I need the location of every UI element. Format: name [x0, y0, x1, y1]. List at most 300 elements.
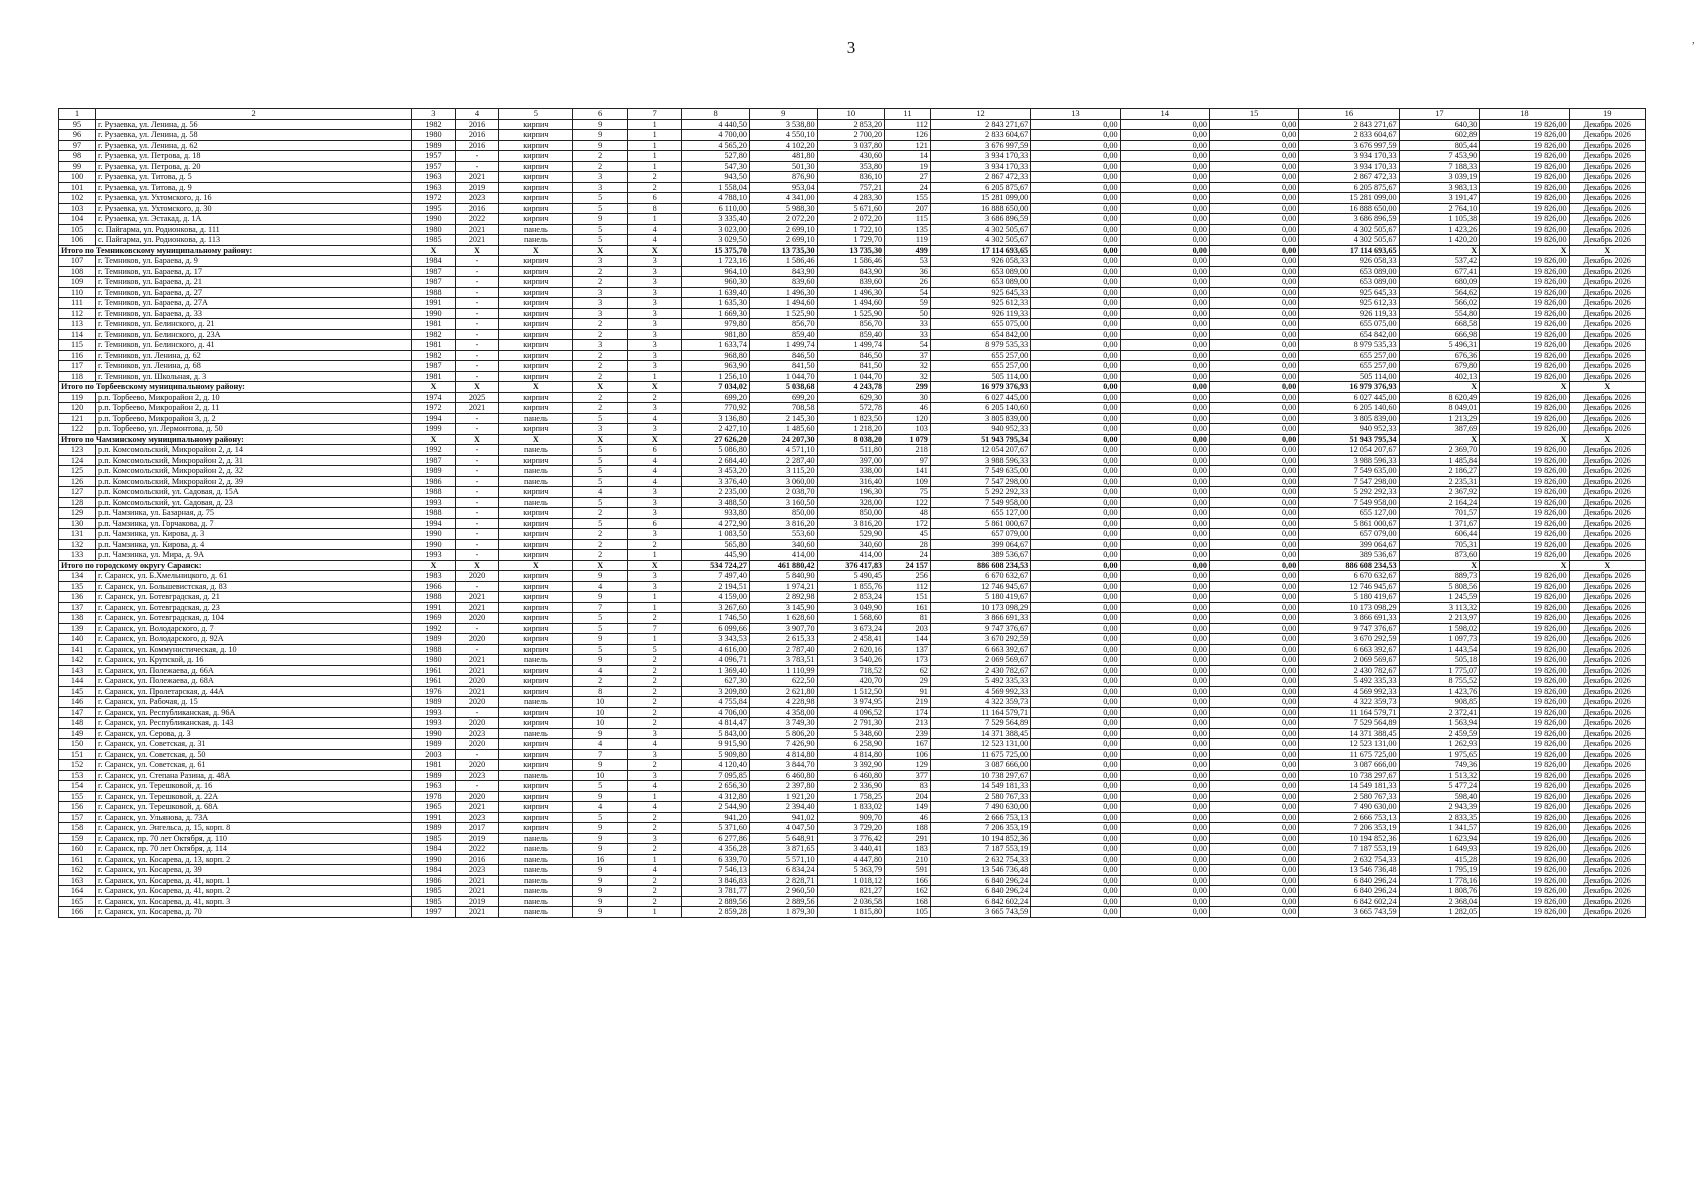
- table-cell: 3 115,20: [749, 466, 817, 477]
- table-cell: 3 729,20: [817, 823, 885, 834]
- table-cell: -: [455, 529, 499, 540]
- table-cell: панель: [499, 466, 573, 477]
- table-cell: 598,40: [1399, 791, 1480, 802]
- table-cell: 5 671,60: [817, 203, 885, 214]
- table-cell: панель: [499, 875, 573, 886]
- table-cell: 19 826,00: [1480, 130, 1569, 141]
- table-cell: 5: [573, 497, 627, 508]
- table-cell: 19 826,00: [1480, 896, 1569, 907]
- table-cell: 0,00: [1031, 487, 1120, 498]
- table-cell: 4 755,84: [682, 697, 750, 708]
- table-cell: 0,00: [1120, 287, 1209, 298]
- table-cell: 19 826,00: [1480, 529, 1569, 540]
- table-cell: 144: [59, 676, 96, 687]
- table-cell: 4 571,10: [749, 445, 817, 456]
- table-cell: 19 826,00: [1480, 140, 1569, 151]
- table-cell: 19 826,00: [1480, 686, 1569, 697]
- table-cell: 2 368,04: [1399, 896, 1480, 907]
- table-cell: 0,00: [1031, 466, 1120, 477]
- table-cell: 2021: [455, 665, 499, 676]
- table-cell: 1: [627, 371, 681, 382]
- table-cell: X: [1399, 434, 1480, 445]
- table-cell: 1: [627, 214, 681, 225]
- table-cell: 4 616,00: [682, 644, 750, 655]
- table-cell: 29: [885, 676, 931, 687]
- table-cell: 0,00: [1031, 697, 1120, 708]
- table-cell: 12 746 945,67: [1299, 581, 1399, 592]
- table-cell: кирпич: [499, 739, 573, 750]
- table-cell: 174: [885, 707, 931, 718]
- table-cell: 2: [627, 718, 681, 729]
- table-cell: 19 826,00: [1480, 644, 1569, 655]
- table-cell: 3 160,50: [749, 497, 817, 508]
- table-cell: 5 038,68: [749, 382, 817, 393]
- table-cell: 0,00: [1031, 592, 1120, 603]
- table-cell: 0,00: [1031, 791, 1120, 802]
- table-cell: 1 823,50: [817, 413, 885, 424]
- table-cell: 19 826,00: [1480, 151, 1569, 162]
- table-cell: 141: [59, 644, 96, 655]
- table-cell: 104: [59, 214, 96, 225]
- table-cell: 5 292 292,33: [1299, 487, 1399, 498]
- table-cell: Декабрь 2026: [1569, 665, 1645, 676]
- column-number: 4: [455, 109, 499, 120]
- table-cell: 119: [59, 392, 96, 403]
- address-cell: г. Саранск, ул. Терешковой, д. 68А: [96, 802, 412, 813]
- table-cell: 1987: [412, 361, 456, 372]
- table-cell: 102: [59, 193, 96, 204]
- table-cell: 0,00: [1209, 130, 1298, 141]
- table-cell: 2016: [455, 203, 499, 214]
- table-cell: 15 281 099,00: [1299, 193, 1399, 204]
- table-row: [59, 455, 1646, 466]
- table-cell: 4 569 992,33: [930, 686, 1030, 697]
- table-cell: 6 205 140,60: [1299, 403, 1399, 414]
- table-cell: 1957: [412, 161, 456, 172]
- table-cell: 850,00: [817, 508, 885, 519]
- table-cell: 0,00: [1031, 539, 1120, 550]
- table-cell: 1993: [412, 550, 456, 561]
- table-cell: 6: [627, 518, 681, 529]
- table-cell: 28: [885, 539, 931, 550]
- table-cell: 2020: [455, 791, 499, 802]
- table-cell: Декабрь 2026: [1569, 340, 1645, 351]
- table-cell: 96: [59, 130, 96, 141]
- table-cell: 0,00: [1120, 361, 1209, 372]
- table-cell: 219: [885, 697, 931, 708]
- table-cell: 46: [885, 812, 931, 823]
- table-cell: 1: [627, 907, 681, 918]
- table-cell: 2: [573, 539, 627, 550]
- table-cell: 2: [627, 886, 681, 897]
- table-cell: 2: [627, 823, 681, 834]
- table-cell: 1981: [412, 340, 456, 351]
- table-row: [59, 592, 1646, 603]
- table-cell: 925 612,33: [1299, 298, 1399, 309]
- table-cell: 0,00: [1209, 550, 1298, 561]
- table-cell: 0,00: [1120, 350, 1209, 361]
- table-cell: 5 861 000,67: [1299, 518, 1399, 529]
- table-cell: 3: [627, 361, 681, 372]
- table-cell: 2 072,20: [749, 214, 817, 225]
- table-cell: 4 243,78: [817, 382, 885, 393]
- table-cell: 1 639,40: [682, 287, 750, 298]
- table-cell: 129: [885, 760, 931, 771]
- table-cell: 8 979 535,33: [1299, 340, 1399, 351]
- table-cell: 1 044,70: [817, 371, 885, 382]
- table-cell: 2022: [455, 844, 499, 855]
- table-cell: 0,00: [1120, 886, 1209, 897]
- table-cell: 62: [885, 665, 931, 676]
- table-cell: 101: [59, 182, 96, 193]
- table-row: [59, 476, 1646, 487]
- table-cell: 8 620,49: [1399, 392, 1480, 403]
- table-row: [59, 823, 1646, 834]
- table-cell: 3: [627, 403, 681, 414]
- table-cell: 340,60: [817, 539, 885, 550]
- table-cell: 564,62: [1399, 287, 1480, 298]
- address-cell: р.п. Комсомольский, Микрорайон 2, д. 31: [96, 455, 412, 466]
- table-cell: 2021: [455, 592, 499, 603]
- table-cell: 0,00: [1031, 802, 1120, 813]
- table-cell: 19 826,00: [1480, 592, 1569, 603]
- table-row: [59, 413, 1646, 424]
- table-cell: Декабрь 2026: [1569, 592, 1645, 603]
- table-row: [59, 518, 1646, 529]
- table-cell: 0,00: [1120, 634, 1209, 645]
- table-cell: 547,30: [682, 161, 750, 172]
- table-cell: 7 549 635,00: [930, 466, 1030, 477]
- table-cell: 0,00: [1209, 907, 1298, 918]
- table-cell: 8 038,20: [817, 434, 885, 445]
- table-cell: 0,00: [1031, 812, 1120, 823]
- table-cell: 2 764,10: [1399, 203, 1480, 214]
- table-cell: 3 781,77: [682, 886, 750, 897]
- table-cell: 0,00: [1031, 424, 1120, 435]
- table-cell: 0,00: [1209, 770, 1298, 781]
- table-cell: 19 826,00: [1480, 277, 1569, 288]
- table-cell: 940 952,33: [1299, 424, 1399, 435]
- table-cell: 3 376,40: [682, 476, 750, 487]
- table-cell: 1 598,02: [1399, 623, 1480, 634]
- table-cell: X: [627, 245, 681, 256]
- table-cell: кирпич: [499, 319, 573, 330]
- table-cell: 2023: [455, 728, 499, 739]
- table-cell: 0,00: [1120, 875, 1209, 886]
- table-cell: 4: [627, 781, 681, 792]
- table-cell: 0,00: [1209, 896, 1298, 907]
- table-cell: X: [627, 434, 681, 445]
- table-cell: 5 348,60: [817, 728, 885, 739]
- table-row: [59, 697, 1646, 708]
- table-cell: 0,00: [1120, 466, 1209, 477]
- table-cell: 0,00: [1031, 550, 1120, 561]
- table-cell: 0,00: [1031, 749, 1120, 760]
- table-cell: 0,00: [1120, 718, 1209, 729]
- table-cell: 9 747 376,67: [1299, 623, 1399, 634]
- table-cell: 115: [59, 340, 96, 351]
- address-cell: г. Рузаевка, ул. Титова, д. 9: [96, 182, 412, 193]
- table-cell: 2 580 767,33: [930, 791, 1030, 802]
- table-cell: 19 826,00: [1480, 287, 1569, 298]
- table-cell: X: [412, 560, 456, 571]
- table-cell: X: [499, 434, 573, 445]
- table-cell: 3: [627, 728, 681, 739]
- table-cell: 19 826,00: [1480, 361, 1569, 372]
- table-cell: 2 069 569,67: [930, 655, 1030, 666]
- table-cell: X: [1569, 434, 1645, 445]
- table-cell: 2020: [455, 760, 499, 771]
- table-cell: Декабрь 2026: [1569, 739, 1645, 750]
- table-cell: 83: [885, 781, 931, 792]
- table-cell: 0,00: [1209, 487, 1298, 498]
- table-cell: 377: [885, 770, 931, 781]
- table-cell: 19 826,00: [1480, 476, 1569, 487]
- table-cell: 0,00: [1120, 623, 1209, 634]
- table-cell: 8 049,01: [1399, 403, 1480, 414]
- table-cell: Декабрь 2026: [1569, 193, 1645, 204]
- table-cell: 0,00: [1031, 518, 1120, 529]
- table-cell: 9: [573, 823, 627, 834]
- table-cell: 0,00: [1031, 644, 1120, 655]
- table-row: [59, 907, 1646, 918]
- table-row: [59, 623, 1646, 634]
- table-cell: 5: [573, 476, 627, 487]
- table-cell: 59: [885, 298, 931, 309]
- table-cell: 0,00: [1209, 182, 1298, 193]
- table-cell: 4 096,71: [682, 655, 750, 666]
- table-cell: 100: [59, 172, 96, 183]
- table-cell: 160: [59, 844, 96, 855]
- table-cell: 17 114 693,65: [930, 245, 1030, 256]
- table-cell: 0,00: [1031, 476, 1120, 487]
- table-cell: 399 064,67: [1299, 539, 1399, 550]
- table-cell: 50: [885, 308, 931, 319]
- table-cell: 2023: [455, 770, 499, 781]
- table-row: [59, 655, 1646, 666]
- table-cell: 953,04: [749, 182, 817, 193]
- table-cell: 0,00: [1120, 455, 1209, 466]
- table-cell: 843,90: [817, 266, 885, 277]
- table-cell: -: [455, 749, 499, 760]
- table-cell: 1: [627, 634, 681, 645]
- table-cell: 4 322 359,73: [1299, 697, 1399, 708]
- table-cell: 0,00: [1209, 382, 1298, 393]
- table-cell: 2025: [455, 392, 499, 403]
- table-cell: 0,00: [1120, 550, 1209, 561]
- address-cell: г. Саранск, ул. Энгельса, д. 15, корп. 8: [96, 823, 412, 834]
- table-row: [59, 371, 1646, 382]
- table-cell: 114: [59, 329, 96, 340]
- table-cell: 6 110,00: [682, 203, 750, 214]
- table-cell: 4: [627, 235, 681, 246]
- table-cell: 0,00: [1120, 382, 1209, 393]
- subtotal-label: Итого по Темниковскому муниципальному району:: [59, 245, 412, 256]
- table-cell: 3: [573, 256, 627, 267]
- column-number: 6: [573, 109, 627, 120]
- table-cell: 5 477,24: [1399, 781, 1480, 792]
- table-cell: 112: [59, 308, 96, 319]
- table-cell: 1: [627, 161, 681, 172]
- table-cell: 0,00: [1031, 655, 1120, 666]
- table-cell: -: [455, 644, 499, 655]
- table-cell: 1: [627, 130, 681, 141]
- table-cell: 0,00: [1120, 697, 1209, 708]
- table-cell: Декабрь 2026: [1569, 833, 1645, 844]
- table-cell: 0,00: [1031, 760, 1120, 771]
- table-cell: Декабрь 2026: [1569, 697, 1645, 708]
- table-cell: 846,50: [817, 350, 885, 361]
- table-cell: 12 054 207,67: [1299, 445, 1399, 456]
- table-cell: 1984: [412, 844, 456, 855]
- table-cell: 32: [885, 371, 931, 382]
- table-cell: 0,00: [1031, 875, 1120, 886]
- table-cell: 2023: [455, 865, 499, 876]
- table-cell: 9: [573, 728, 627, 739]
- table-cell: 19 826,00: [1480, 665, 1569, 676]
- table-cell: 2020: [455, 571, 499, 582]
- table-cell: 0,00: [1031, 277, 1120, 288]
- table-cell: 0,00: [1120, 151, 1209, 162]
- table-cell: панель: [499, 833, 573, 844]
- table-cell: 0,00: [1120, 119, 1209, 130]
- table-cell: X: [573, 434, 627, 445]
- table-cell: 19 826,00: [1480, 235, 1569, 246]
- table-cell: 9: [573, 875, 627, 886]
- table-cell: -: [455, 371, 499, 382]
- table-cell: 4 120,40: [682, 760, 750, 771]
- table-cell: 0,00: [1120, 329, 1209, 340]
- table-cell: -: [455, 497, 499, 508]
- address-cell: г. Саранск, ул. Володарского, д. 7: [96, 623, 412, 634]
- table-cell: Декабрь 2026: [1569, 886, 1645, 897]
- table-cell: 13 735,30: [749, 245, 817, 256]
- table-cell: 0,00: [1120, 760, 1209, 771]
- table-cell: 1 633,74: [682, 340, 750, 351]
- column-number: 11: [885, 109, 931, 120]
- table-cell: кирпич: [499, 403, 573, 414]
- table-cell: 6 840 296,24: [1299, 875, 1399, 886]
- table-cell: 19 826,00: [1480, 203, 1569, 214]
- table-row: [59, 277, 1646, 288]
- table-cell: 10 173 098,29: [1299, 602, 1399, 613]
- table-cell: 4: [627, 865, 681, 876]
- table-cell: 1 423,76: [1399, 686, 1480, 697]
- address-cell: г. Саранск, ул. Косарева, д. 13, корп. 2: [96, 854, 412, 865]
- table-cell: 19 826,00: [1480, 455, 1569, 466]
- table-cell: 131: [59, 529, 96, 540]
- table-cell: 0,00: [1209, 319, 1298, 330]
- table-cell: 0,00: [1209, 854, 1298, 865]
- table-cell: 2 699,10: [749, 235, 817, 246]
- table-row: [59, 865, 1646, 876]
- table-cell: 188: [885, 823, 931, 834]
- table-cell: 0,00: [1031, 298, 1120, 309]
- table-cell: 149: [885, 802, 931, 813]
- address-cell: г. Рузаевка, ул. Петрова, д. 18: [96, 151, 412, 162]
- table-cell: 3: [627, 350, 681, 361]
- table-cell: 91: [885, 686, 931, 697]
- column-number-row: [59, 109, 1646, 120]
- column-number: 16: [1299, 109, 1399, 120]
- table-cell: Декабрь 2026: [1569, 655, 1645, 666]
- table-cell: 0,00: [1209, 875, 1298, 886]
- table-cell: 9 747 376,67: [930, 623, 1030, 634]
- table-cell: кирпич: [499, 665, 573, 676]
- table-cell: 591: [885, 865, 931, 876]
- table-cell: 1 371,67: [1399, 518, 1480, 529]
- table-cell: 0,00: [1209, 865, 1298, 876]
- table-cell: 3 934 170,33: [930, 151, 1030, 162]
- table-cell: 137: [59, 602, 96, 613]
- address-cell: с. Пайгарма, ул. Родионкова, д. 111: [96, 224, 412, 235]
- table-cell: 2023: [455, 812, 499, 823]
- table-cell: кирпич: [499, 571, 573, 582]
- table-cell: X: [1480, 382, 1569, 393]
- table-cell: -: [455, 329, 499, 340]
- table-cell: 511,80: [817, 445, 885, 456]
- table-cell: -: [455, 466, 499, 477]
- table-cell: 2020: [455, 739, 499, 750]
- table-cell: 2 833,35: [1399, 812, 1480, 823]
- table-cell: кирпич: [499, 193, 573, 204]
- table-cell: 19 826,00: [1480, 371, 1569, 382]
- table-cell: 1974: [412, 392, 456, 403]
- table-cell: 655 257,00: [1299, 350, 1399, 361]
- table-cell: 1 558,04: [682, 182, 750, 193]
- table-cell: 0,00: [1120, 172, 1209, 183]
- table-cell: Декабрь 2026: [1569, 151, 1645, 162]
- table-cell: 2 394,40: [749, 802, 817, 813]
- table-cell: Декабрь 2026: [1569, 350, 1645, 361]
- table-cell: 0,00: [1120, 256, 1209, 267]
- table-cell: Декабрь 2026: [1569, 602, 1645, 613]
- table-cell: 12 054 207,67: [930, 445, 1030, 456]
- table-cell: X: [573, 560, 627, 571]
- table-cell: 112: [885, 119, 931, 130]
- table-cell: 2016: [455, 854, 499, 865]
- table-cell: 33: [885, 329, 931, 340]
- table-cell: 0,00: [1031, 508, 1120, 519]
- table-cell: 4 358,00: [749, 707, 817, 718]
- table-cell: 19 826,00: [1480, 266, 1569, 277]
- table-cell: 32: [885, 361, 931, 372]
- table-cell: 2: [573, 151, 627, 162]
- table-cell: 142: [59, 655, 96, 666]
- table-cell: 1987: [412, 277, 456, 288]
- address-cell: г. Саранск, ул. Терешковой, д. 16: [96, 781, 412, 792]
- table-cell: 204: [885, 791, 931, 802]
- table-cell: 1 795,19: [1399, 865, 1480, 876]
- table-cell: 1 423,26: [1399, 224, 1480, 235]
- table-cell: 118: [59, 371, 96, 382]
- table-cell: 1982: [412, 119, 456, 130]
- table-cell: 1 975,65: [1399, 749, 1480, 760]
- table-cell: 1 879,30: [749, 907, 817, 918]
- address-cell: г. Саранск, ул. Большевистская, д. 83: [96, 581, 412, 592]
- table-cell: 0,00: [1209, 833, 1298, 844]
- table-cell: панель: [499, 413, 573, 424]
- table-cell: панель: [499, 655, 573, 666]
- table-cell: кирпич: [499, 623, 573, 634]
- table-cell: 19 826,00: [1480, 308, 1569, 319]
- table-cell: 14 549 181,33: [1299, 781, 1399, 792]
- table-cell: 3: [627, 770, 681, 781]
- table-cell: 5 180 419,67: [930, 592, 1030, 603]
- table-cell: 679,80: [1399, 361, 1480, 372]
- table-cell: 3 974,95: [817, 697, 885, 708]
- table-cell: Декабрь 2026: [1569, 455, 1645, 466]
